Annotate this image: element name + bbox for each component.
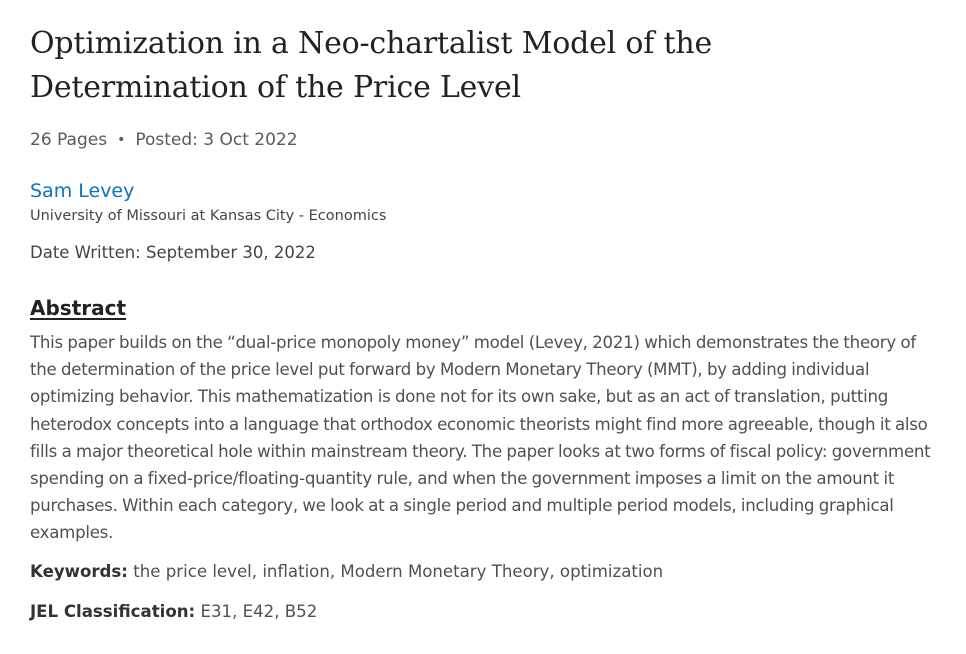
posted-date: Posted: 3 Oct 2022 (135, 130, 298, 150)
page-count: 26 Pages (30, 130, 108, 150)
author-block (30, 154, 936, 226)
keywords-label: Keywords: (30, 561, 128, 581)
paper-title: Optimization in a Neo-chartalist Model of the Determination of the Price Level (30, 26, 712, 105)
meta-separator: • (117, 132, 126, 148)
abstract-heading: Abstract (30, 296, 127, 320)
jel-classification-row (30, 599, 936, 625)
date-written: Date Written: September 30, 2022 (30, 243, 316, 262)
keywords-row (30, 559, 936, 585)
abstract-text: This paper builds on the “dual-price monopoly money” model (Levey, 2021) which demonstrates the theory of the determination of the price level put forward by Modern Monetary Theory (MMT), by adding individual optimizing behavior. This mathematization is done not for its own sake, but as an act of translation, putting heterodox concepts into a language that orthodox economic theorists might find more agreeable, though it also fills a major theoretical hole within mainstream theory. The paper looks at two forms of fiscal policy: government spending on a fixed-price/floating-quantity rule, and when the government imposes a limit on the amount it purchases. Within each category, we look at a single period and multiple period models, including graphical examples. (30, 333, 931, 543)
paper-meta (30, 127, 936, 154)
author-affiliation: University of Missouri at Kansas City - Economics (30, 208, 387, 224)
jel-label: JEL Classification: (30, 601, 196, 621)
author-link[interactable]: Sam Levey (30, 180, 135, 202)
keywords-value: the price level, inflation, Modern Monetary Theory, optimization (133, 561, 664, 581)
jel-value: E31, E42, B52 (200, 601, 318, 621)
